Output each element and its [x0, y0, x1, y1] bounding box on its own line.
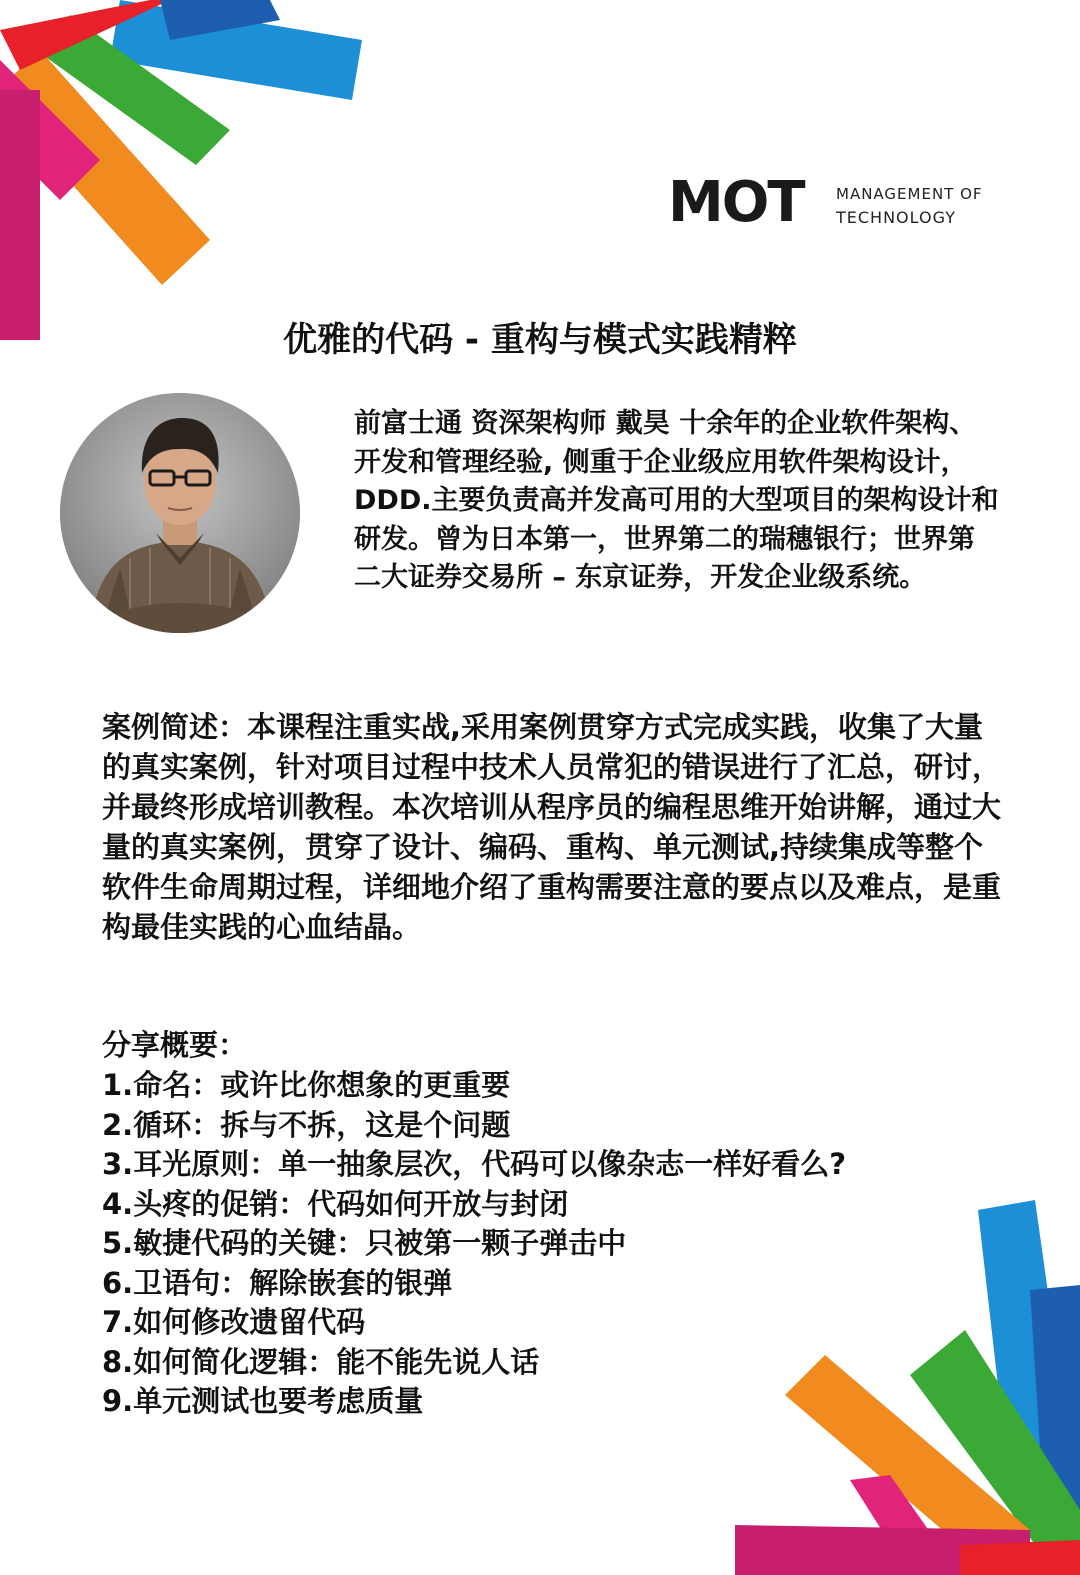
case-summary: 案例简述：本课程注重实战,采用案例贯穿方式完成实践，收集了大量的真实案例，针对项目过程中技术人员常犯的错误进行了汇总，研讨，并最终形成培训教程。本次培训从程序员的编程思维开始讲解，通过大量的真实案例，贯穿了设计、编码、重构、单元测试,持续集成等整个软件生命周期过程，详细地介绍了重构需要注意的要点以及难点，是重构最佳实践的心血结晶。 — [102, 710, 1002, 944]
list-item: 9.单元测试也要考虑质量 — [102, 1384, 424, 1418]
logo-subtitle-line1: MANAGEMENT OF — [836, 185, 983, 203]
share-overview-title: 分享概要： — [102, 1028, 248, 1062]
list-item: 1.命名：或许比你想象的更重要 — [102, 1068, 511, 1102]
list-item: 3.耳光原则：单一抽象层次，代码可以像杂志一样好看么? — [102, 1147, 847, 1181]
speaker-portrait-icon — [60, 393, 300, 633]
logo-subtitle-line2: TECHNOLOGY — [836, 208, 956, 227]
list-item: 7.如何修改遗留代码 — [102, 1305, 366, 1339]
list-item: 6.卫语句：解除嵌套的银弹 — [102, 1265, 453, 1300]
list-item: 8.如何简化逻辑：能不能先说人话 — [102, 1344, 540, 1379]
share-overview-list — [102, 1066, 1002, 1422]
speaker-bio: 前富士通 资深架构师 戴昊 十余年的企业软件架构、开发和管理经验, 侧重于企业级应用软件架构设计，DDD.主要负责高并发高可用的大型项目的架构设计和研发。曾为日本第一，世界第二的瑞穗银行；世界第二大证券交易所 – 东京证券，开发企业级系统。 — [354, 408, 999, 593]
ribbon-red — [960, 1540, 1080, 1575]
logo-mark: MOT — [668, 170, 804, 235]
mot-logo — [668, 170, 988, 235]
list-item: 2.循环：拆与不拆，这是个问题 — [102, 1107, 511, 1142]
page-title: 优雅的代码 - 重构与模式实践精粹 — [283, 320, 797, 360]
speaker-avatar — [60, 393, 300, 633]
list-item: 5.敏捷代码的关键：只被第一颗子弹击中 — [102, 1226, 627, 1260]
list-item: 4.头疼的促销：代码如何开放与封闭 — [102, 1186, 569, 1221]
top-left-color-ribbons — [0, 0, 380, 345]
ribbon-magenta — [0, 90, 40, 340]
